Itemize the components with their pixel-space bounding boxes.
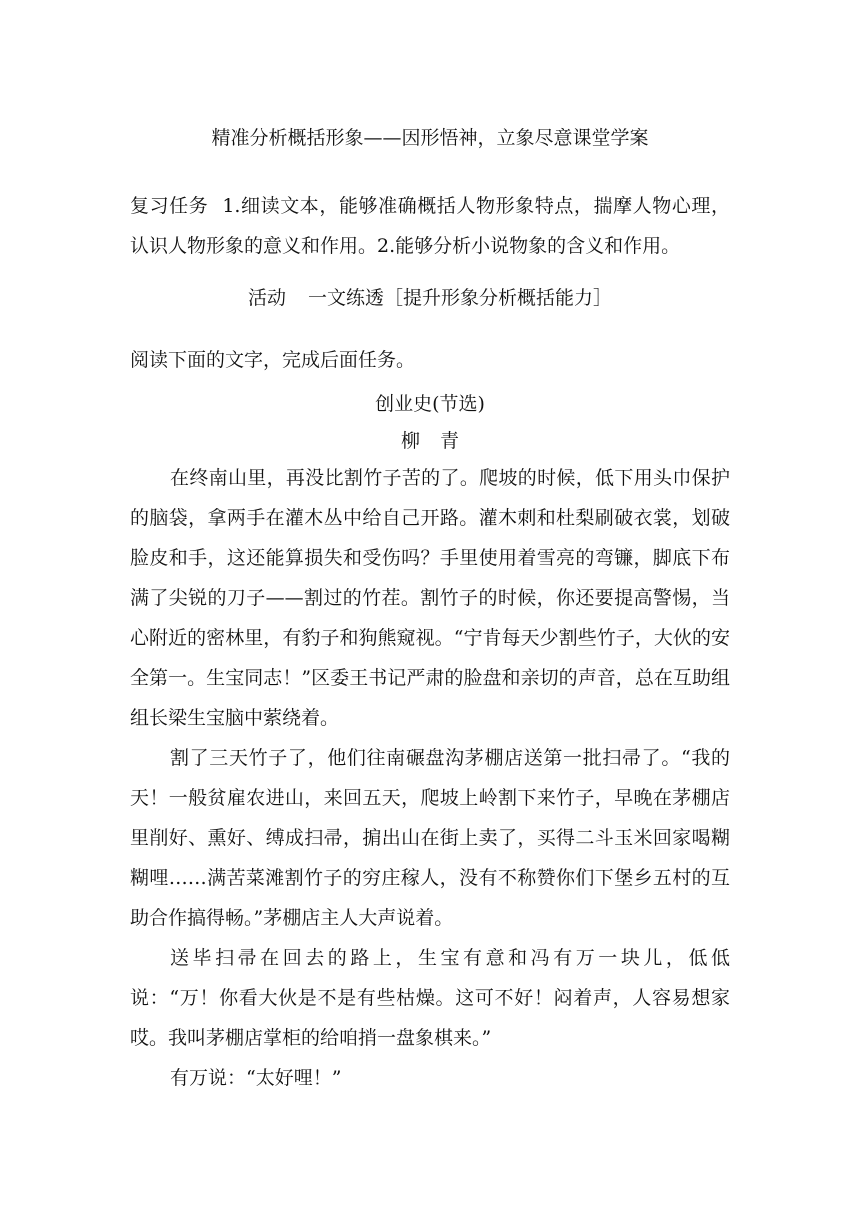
- review-tasks: [130, 186, 730, 266]
- reading-instruction: 阅读下面的文字，完成后面任务。: [130, 349, 416, 371]
- page-title: 精准分析概括形象——因形悟神，立象尽意课堂学案: [211, 127, 649, 149]
- story-paragraph: 有万说：“太好哩！”: [170, 1067, 342, 1089]
- story-paragraph: 割了三天竹子了，他们往南碾盘沟茅棚店送第一批扫帚了。“我的天！一般贫雇农进山，来回五天，爬坡上岭割下来竹子，早晚在茅棚店里削好、熏好、缚成扫帚，掮出山在街上卖了，买得二斗玉米回家喝糊糊哩……满苦菜滩割竹子的穷庄稼人，没有不称赞你们下堡乡五村的互助合作搞得畅。”茅棚店主人大声说着。: [130, 747, 730, 929]
- story-author: 柳青: [400, 430, 479, 452]
- story-body: [130, 458, 730, 1098]
- review-text: 1.细读文本，能够准确概括人物形象特点，揣摩人物心理，认识人物形象的意义和作用。2.能够分析小说物象的含义和作用。: [130, 195, 730, 257]
- activity-label: 活动: [247, 287, 286, 309]
- activity-text: 一文练透［提升形象分析概括能力］: [308, 287, 613, 309]
- story-paragraph: 送毕扫帚在回去的路上，生宝有意和冯有万一块儿，低低说：“万！你看大伙是不是有些枯燥。这可不好！闷着声，人容易想家哎。我叫茅棚店掌柜的给咱捎一盘象棋来。”: [130, 947, 730, 1049]
- activity-heading: [0, 284, 860, 312]
- story-paragraph: 在终南山里，再没比割竹子苦的了。爬坡的时候，低下用头巾保护的脑袋，拿两手在灌木丛中给自己开路。灌木刺和杜梨刷破衣裳，划破脸皮和手，这还能算损失和受伤吗？手里使用着雪亮的弯镰，脚底下布满了尖锐的刀子——割过的竹茬。割竹子的时候，你还要提高警惕，当心附近的密林里，有豹子和狗熊窥视。“宁肯每天少割些竹子，大伙的安全第一。生宝同志！”区委王书记严肃的脸盘和亲切的声音，总在互助组组长梁生宝脑中萦绕着。: [130, 467, 730, 729]
- story-title: 创业史(节选): [375, 393, 485, 415]
- review-label: 复习任务: [130, 195, 209, 217]
